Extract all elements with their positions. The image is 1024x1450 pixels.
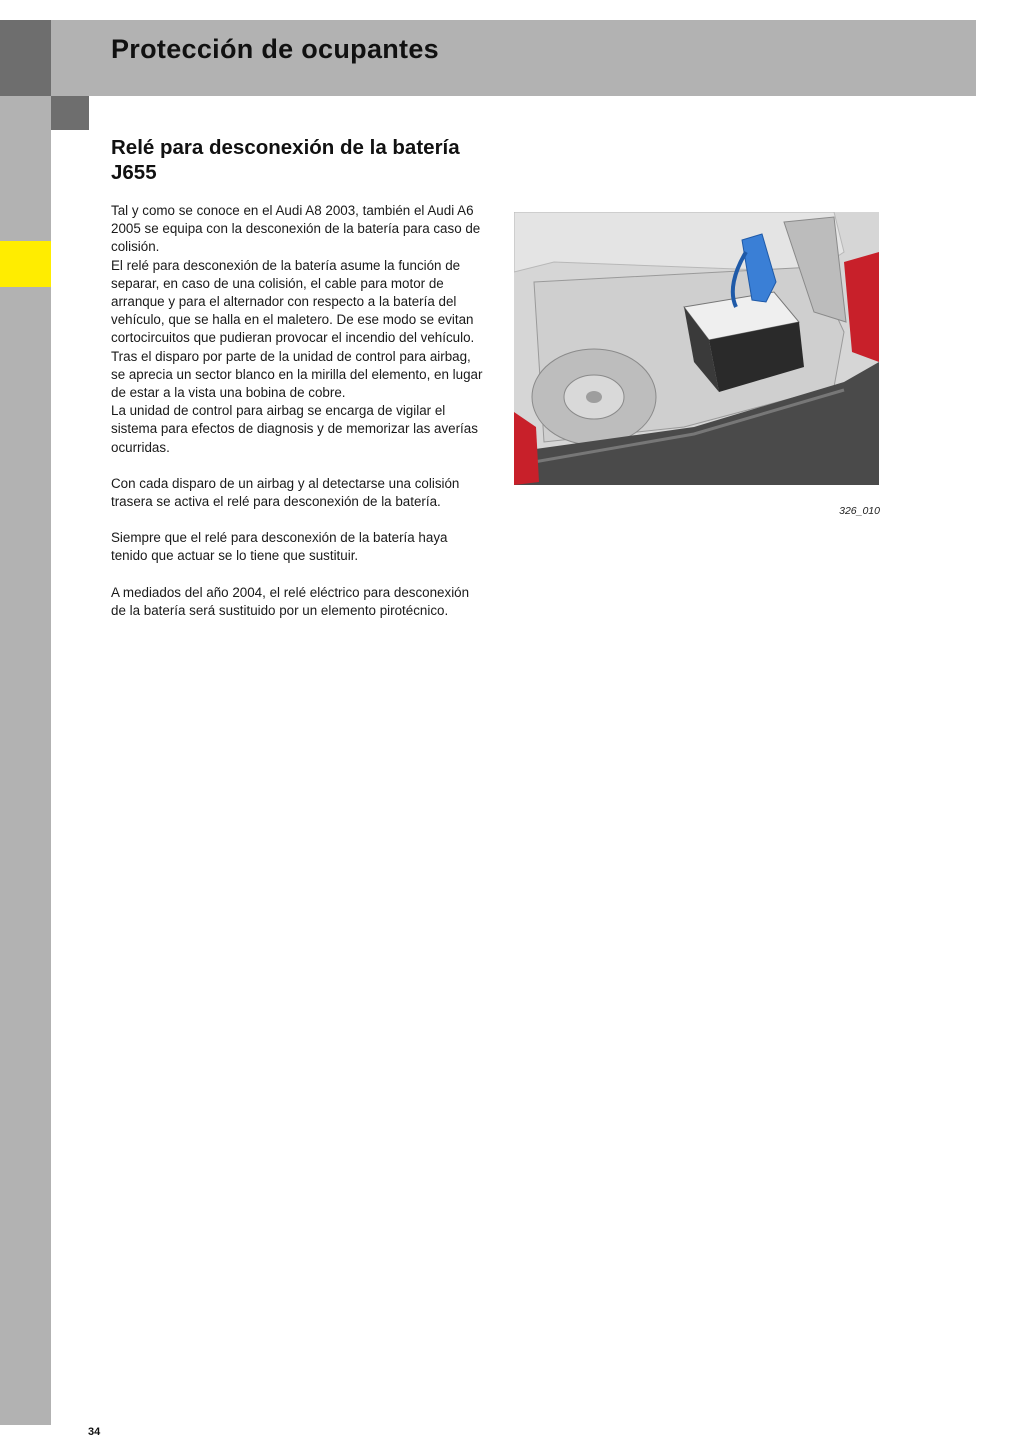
paragraph: A mediados del año 2004, el relé eléctrico para desconexión de la batería será sustituido por un elemento pirotécnico. (111, 584, 470, 618)
section-heading: Relé para desconexión de la batería J655 (111, 136, 460, 184)
page-number: 34 (88, 1426, 101, 1438)
paragraph: El relé para desconexión de la batería asume la función de separar, en caso de una colisión, el cable para motor de arranque y para el alternador con respecto a la batería del vehículo, que se halla en el maletero. De ese modo se evitan cortocircuitos que pudieran provocar el incendio del vehículo. (111, 257, 475, 346)
paragraph: Tras el disparo por parte de la unidad de control para airbag, se aprecia un sector blanco en la mirilla del elemento, en lugar de estar a la vista una bobina de cobre. (111, 348, 483, 401)
left-margin-strip (0, 20, 51, 1425)
paragraph: La unidad de control para airbag se encarga de vigilar el sistema para efectos de diagnosis y de memorizar las averías ocurridas. (111, 403, 478, 455)
figure-caption: 326_010 (839, 505, 880, 517)
body-text (111, 202, 485, 638)
trunk-battery-illustration (514, 212, 879, 485)
header-tab-block (51, 96, 89, 130)
paragraph: Siempre que el relé para desconexión de la batería haya tenido que actuar se lo tiene que sustituir. (111, 530, 448, 564)
paragraph: Tal y como se conoce en el Audi A8 2003, también el Audi A6 2005 se equipa con la desconexión de la batería para caso de colisión. (111, 203, 481, 255)
paragraph: Con cada disparo de un airbag y al detectarse una colisión trasera se activa el relé para desconexión de la batería. (111, 475, 460, 510)
left-corner-block (0, 20, 51, 96)
chapter-marker (0, 241, 51, 287)
page-title: Protección de ocupantes (111, 34, 439, 64)
